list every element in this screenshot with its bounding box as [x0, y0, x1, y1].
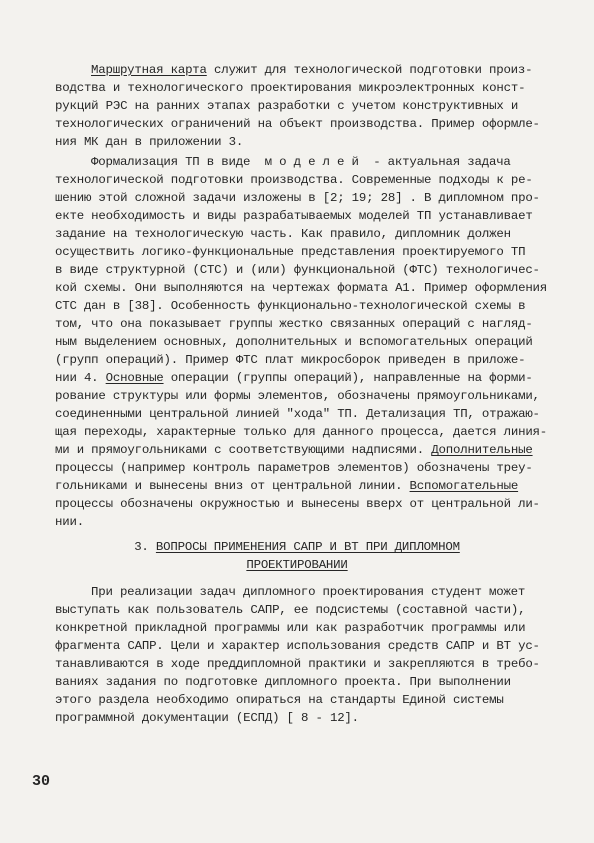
- section-heading-line-2: ПРОЕКТИРОВАНИИ: [246, 558, 348, 572]
- para2-line-6: осуществить логико-функциональные представления проектируемого ТП: [55, 245, 526, 259]
- para2-line-4: екте необходимость и виды разрабатываемых моделей ТП устанавливает: [55, 209, 533, 223]
- para3-line-1: При реализации задач дипломного проектирования студент может: [91, 585, 526, 599]
- para2-line-2: технологической подготовки производства. Современные подходы к ре-: [55, 173, 533, 187]
- para1-line-3: рукций РЭС на ранних этапах разработки с учетом конструктивных и: [55, 99, 519, 113]
- section-heading-line-2-wrap: [0, 556, 594, 574]
- para2-line-3: шению этой сложной задачи изложены в [2; 19; 28] . В дипломном про-: [55, 191, 540, 205]
- para2-line-1: Формализация ТП в виде м о д е л е й - актуальная задача: [91, 155, 511, 169]
- para2-line-14: рование структуры или формы элементов, обозначены прямоугольниками,: [55, 389, 540, 403]
- para3-line-3: конкретной прикладной программы или как разработчик программы или: [55, 621, 526, 635]
- para2-line-8: кой схемы. Они выполняются на чертежах формата А1. Пример оформления: [55, 281, 548, 295]
- term-auxiliary-processes: Вспомогательные: [409, 479, 519, 493]
- para2-line-20: процессы обозначены окружностью и вынесены вверх от центральной ли-: [55, 497, 540, 511]
- para1-line-5: ния МК дан в приложении 3.: [55, 135, 244, 149]
- para2-line-15: соединенными центральной линией "хода" ТП. Детализация ТП, отражаю-: [55, 407, 540, 421]
- para1-line-2: водства и технологического проектирования микроэлектронных конст-: [55, 81, 526, 95]
- para2-line-21: нии.: [55, 515, 84, 529]
- para2-line-18: процессы (например контроль параметров элементов) обозначены треу-: [55, 461, 533, 475]
- para3-line-6: ваниях задания по подготовке дипломного проекта. При выполнении: [55, 675, 511, 689]
- para3-line-5: танавливаются в ходе преддипломной практики и закрепляются в требо-: [55, 657, 540, 671]
- para2-line-12: (групп операций). Пример ФТС плат микросборок приведен в приложе-: [55, 353, 526, 367]
- para2-line-9: СТС дан в [38]. Особенность функционально-технологической схемы в: [55, 299, 526, 313]
- para3-line-2: выступать как пользователь САПР, ее подсистемы (составной части),: [55, 603, 526, 617]
- term-additional-processes: Дополнительные: [431, 443, 533, 457]
- para2-line-16: щая переходы, характерные только для данного процесса, дается линия-: [55, 425, 548, 439]
- para3-line-7: этого раздела необходимо опираться на стандарты Единой системы: [55, 693, 504, 707]
- para2-line-19: гольниками и вынесены вниз от центральной линии. Вспомогательные: [55, 479, 519, 493]
- page-number: 30: [32, 773, 51, 790]
- para3-line-8: программной документации (ЕСПД) [ 8 - 12].: [55, 711, 359, 725]
- para2-line-5: задание на технологическую часть. Как правило, дипломник должен: [55, 227, 511, 241]
- para3-line-4: фрагмента САПР. Цели и характер использования средств САПР и ВТ ус-: [55, 639, 540, 653]
- section-heading-line-1: ВОПРОСЫ ПРИМЕНЕНИЯ САПР И ВТ ПРИ ДИПЛОМНОМ: [155, 540, 460, 554]
- para1-line-4: технологических ограничений на объект производства. Пример оформле-: [55, 117, 540, 131]
- para2-line-7: в виде структурной (СТС) и (или) функциональной (ФТС) технологичес-: [55, 263, 540, 277]
- para2-line-11: ным выделением основных, дополнительных и вспомогательных операций: [55, 335, 533, 349]
- para1-line-1: Маршрутная карта служит для технологической подготовки произ-: [91, 63, 533, 77]
- term-main-operations: Основные: [105, 371, 164, 385]
- para2-line-17: ми и прямоугольниками с соответствующими надписями. Дополнительные: [55, 443, 533, 457]
- para2-line-10: том, что она показывает группы жестко связанных операций с нагляд-: [55, 317, 533, 331]
- section-heading: 3. ВОПРОСЫ ПРИМЕНЕНИЯ САПР И ВТ ПРИ ДИПЛОМНОМ: [134, 540, 460, 554]
- term-route-map: Маршрутная карта: [91, 63, 207, 77]
- para2-line-13: нии 4. Основные операции (группы операций), направленные на форми-: [55, 371, 533, 385]
